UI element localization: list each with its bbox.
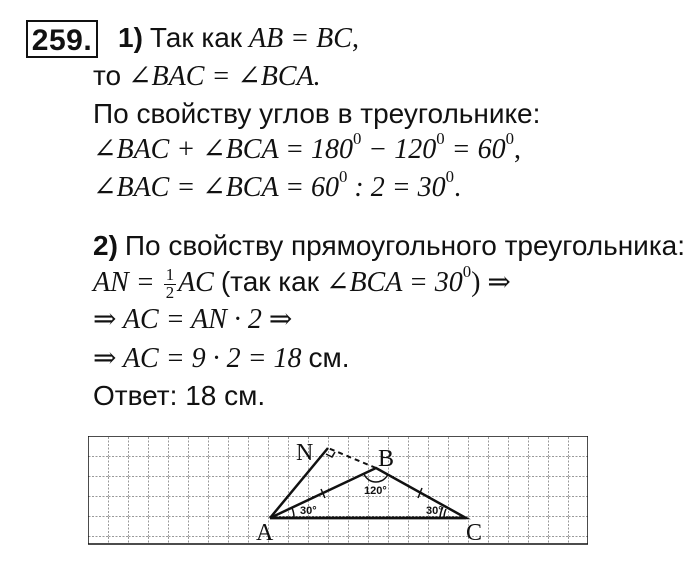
degree-mark: 0 (445, 167, 454, 187)
degree-mark: 0 (352, 129, 362, 149)
part1-line4-a: ∠BAC + ∠BCA = 180 (93, 134, 353, 165)
part2-line4-b: см. (308, 342, 350, 373)
part1-line4-c: = 60 (444, 134, 506, 165)
part1-line4 (93, 129, 521, 168)
part1-line1-end: , (351, 23, 359, 54)
part1-line5 (93, 167, 461, 206)
part1-line2-math: ∠BAC = ∠BCA. (128, 61, 321, 92)
degree-mark: 0 (462, 262, 472, 282)
fraction-denominator: 2 (165, 283, 175, 303)
part1-line5-a: ∠BAC = ∠BCA = 60 (93, 172, 339, 203)
part2-line2-e: ) ⇒ (471, 267, 511, 298)
part2-line2-a: AN = (93, 267, 155, 298)
part1-line1-text: Так как (149, 22, 243, 53)
angle-c-label: 30° (426, 505, 443, 517)
part1-line4-b: − 120 (361, 134, 437, 165)
part1-line5-b: : 2 = 30 (347, 172, 446, 203)
part2-line1-text: По свойству прямоугольного треугольника: (124, 230, 686, 261)
part2-line1 (93, 228, 685, 265)
degree-mark: 0 (436, 129, 445, 149)
answer-line: Ответ: 18 см. (93, 380, 266, 411)
part1-line1 (118, 20, 359, 57)
part2-label: 2) (93, 230, 118, 261)
triangle-figure (88, 436, 588, 546)
part2-line4-a: ⇒ AC = 9 · 2 = 18 (93, 343, 302, 374)
part2-line3: ⇒ AC = AN · 2 ⇒ (93, 304, 293, 335)
grid-diagram (88, 436, 588, 546)
part1-line3: По свойству углов в треугольнике: (93, 98, 541, 129)
vertex-c-label: C (466, 520, 483, 546)
grid-background (88, 436, 588, 544)
part1-line5-end: . (453, 172, 461, 203)
vertex-a-label: A (256, 520, 274, 546)
part1-line2-text: то (93, 60, 122, 91)
problem-number: 259. (26, 20, 98, 58)
part2-line2-b: AC (178, 267, 214, 298)
part1-line4-end: , (513, 134, 521, 165)
angle-b-label: 120° (364, 485, 387, 497)
fraction-numerator: 1 (165, 265, 175, 285)
part2-line2-c: (так как (220, 266, 319, 297)
part1-label: 1) (118, 22, 143, 53)
part2-line2-d: ∠BCA = 30 (325, 267, 463, 298)
part1-line2 (93, 58, 321, 95)
degree-mark: 0 (505, 129, 514, 149)
degree-mark: 0 (338, 167, 348, 187)
point-n-label: N (296, 440, 314, 466)
part2-line2 (93, 264, 511, 302)
one-half-fraction (164, 267, 176, 302)
angle-a-label: 30° (300, 505, 317, 517)
part2-line4 (93, 340, 350, 377)
part1-line1-math: AB = BC (249, 23, 352, 54)
vertex-b-label: B (378, 446, 395, 472)
